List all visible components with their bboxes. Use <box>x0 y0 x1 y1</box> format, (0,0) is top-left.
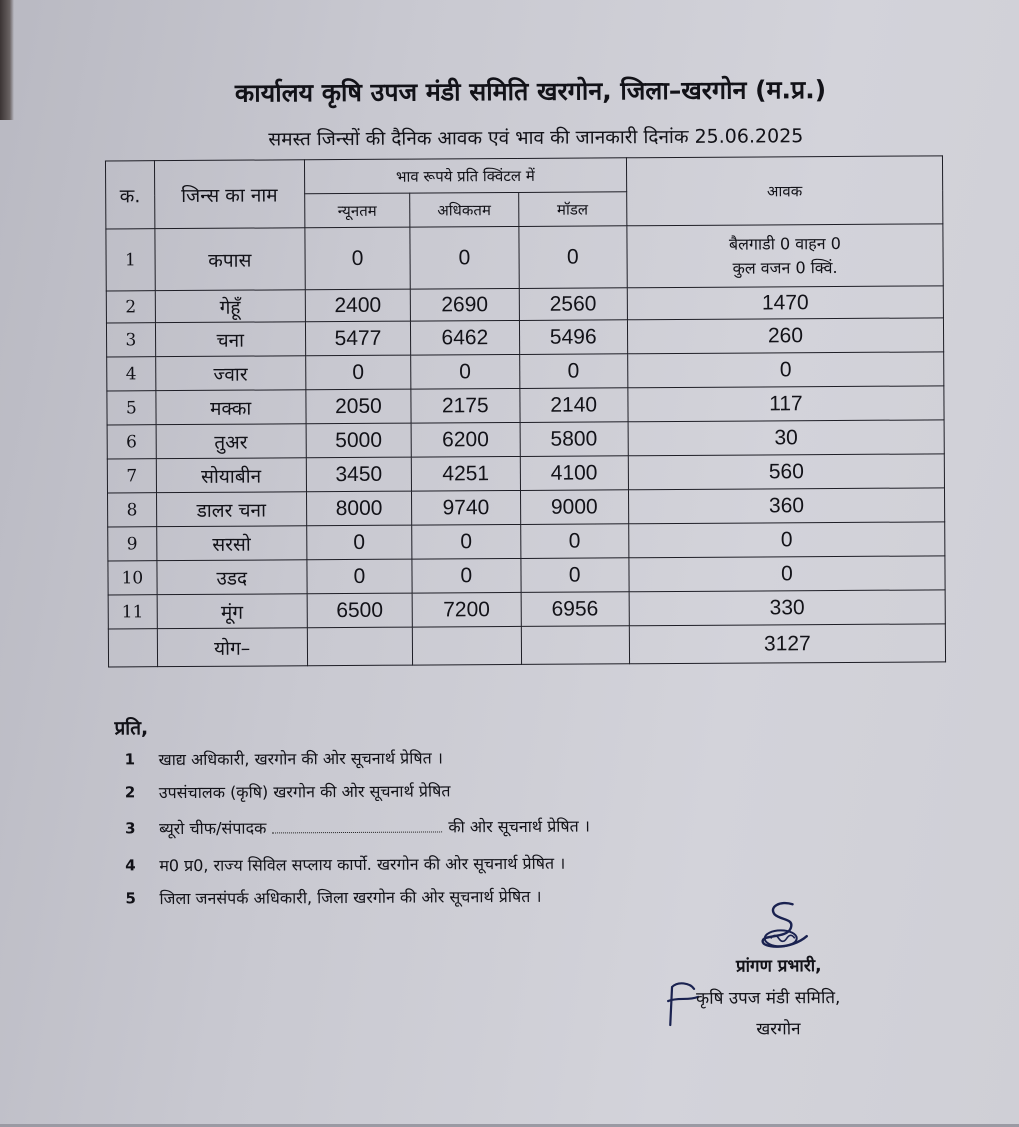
distribution-list <box>125 739 746 915</box>
row-modal: 0 <box>520 524 629 559</box>
table-row <box>106 224 943 291</box>
list-item-text: म0 प्र0, राज्य सिविल सप्लाय कार्पो. खरगोन की ओर सूचनार्थ प्रेषित । <box>159 853 566 875</box>
row-serial: 11 <box>108 595 157 629</box>
list-item <box>125 739 745 776</box>
total-empty-modal <box>521 626 630 665</box>
header-arrival: आवक <box>626 156 943 226</box>
row-modal: 5800 <box>520 422 629 457</box>
row-modal: 0 <box>519 354 628 389</box>
row-commodity: ज्वार <box>155 356 305 391</box>
signatory-place: खरगोन <box>756 1019 801 1040</box>
row-serial: 6 <box>107 425 156 459</box>
row-arrival: 1470 <box>627 286 943 320</box>
table-row <box>106 318 943 357</box>
row-modal: 5496 <box>519 320 628 355</box>
row-serial: 10 <box>108 561 157 595</box>
row-commodity: कपास <box>155 228 305 291</box>
office-heading: कार्यालय कृषि उपज मंडी समिति खरगोन, जिला–खरगोन (म.प्र.) <box>234 75 827 108</box>
row-serial: 2 <box>106 291 155 323</box>
report-subtitle: समस्त जिन्सों की दैनिक आवक एवं भाव की जानकारी दिनांक 25.06.2025 <box>268 125 804 151</box>
table-row <box>107 420 944 459</box>
row-arrival: 360 <box>628 488 944 524</box>
list-item-number: 4 <box>125 855 136 874</box>
row-arrival <box>627 224 944 288</box>
arrival-line-2: कुल वजन 0 क्विं. <box>732 257 838 278</box>
row-modal: 0 <box>520 558 629 593</box>
table-row <box>107 454 944 493</box>
row-arrival: 0 <box>628 352 944 388</box>
row-max: 6200 <box>411 422 520 457</box>
header-price-group: भाव रूपये प्रति क्विंटल में <box>304 158 626 194</box>
arrival-line-1: बैलगाडी 0 वाहन 0 <box>728 233 841 254</box>
row-commodity: गेहूँ <box>155 290 305 323</box>
table-row <box>106 286 943 323</box>
row-min: 3450 <box>306 457 412 492</box>
row-serial: 5 <box>107 391 156 425</box>
table-row <box>108 522 945 561</box>
list-item-number: 1 <box>124 749 136 768</box>
row-min: 2050 <box>306 389 412 424</box>
table-row <box>108 556 945 595</box>
row-min: 0 <box>306 525 412 560</box>
row-modal: 6956 <box>521 592 630 627</box>
signature-block <box>645 898 906 1040</box>
total-row <box>108 624 945 667</box>
signatory-office: कृषि उपज मंडी समिति, <box>696 987 841 1009</box>
total-label: योग– <box>157 628 307 667</box>
row-min: 0 <box>305 355 411 390</box>
header-min: न्यूनतम <box>304 193 410 228</box>
list-item <box>125 805 745 849</box>
list-item <box>125 772 745 809</box>
row-modal: 9000 <box>520 490 629 525</box>
table-row <box>108 590 945 629</box>
row-serial: 3 <box>106 323 155 357</box>
row-serial: 1 <box>106 229 155 291</box>
list-item <box>125 845 745 882</box>
list-item-text: उपसंचालक (कृषि) खरगोन की ओर सूचनार्थ प्रेषित <box>158 780 451 802</box>
rates-table <box>105 155 946 667</box>
table-row <box>107 352 944 391</box>
row-min: 0 <box>307 559 413 594</box>
total-arrival: 3127 <box>629 624 945 664</box>
signatory-designation: प्रांगण प्रभारी, <box>735 956 822 977</box>
row-min: 0 <box>305 227 411 290</box>
row-max: 0 <box>412 524 521 559</box>
row-max: 2690 <box>410 288 519 321</box>
row-modal: 2140 <box>519 388 628 423</box>
total-empty-max <box>412 626 521 665</box>
header-modal: मॉडल <box>518 192 627 227</box>
row-arrival: 30 <box>628 420 944 456</box>
table-header-row <box>105 156 942 195</box>
header-max: अधिकतम <box>410 192 519 227</box>
row-max: 7200 <box>412 592 521 627</box>
distribution-heading: प्रति, <box>114 717 149 740</box>
row-max: 0 <box>410 226 519 289</box>
row-max: 2175 <box>411 388 520 423</box>
row-commodity: सोयाबीन <box>156 458 306 493</box>
row-max: 0 <box>412 558 521 593</box>
row-min: 2400 <box>305 289 411 322</box>
table-row <box>108 488 945 527</box>
row-modal: 2560 <box>519 288 628 321</box>
row-commodity: चना <box>155 322 305 357</box>
row-serial: 7 <box>107 459 156 493</box>
header-serial: क. <box>105 161 154 229</box>
table-row <box>107 386 944 425</box>
row-serial: 9 <box>108 527 157 561</box>
row-arrival: 0 <box>629 522 945 558</box>
row-max: 9740 <box>412 490 521 525</box>
row-modal: 0 <box>518 226 627 289</box>
row-commodity: डालर चना <box>156 492 306 527</box>
list-item-text: जिला जनसंपर्क अधिकारी, जिला खरगोन की ओर सूचनार्थ प्रेषित । <box>159 886 542 908</box>
row-min: 6500 <box>307 593 413 628</box>
row-commodity: तुअर <box>156 424 306 459</box>
row-serial: 8 <box>108 493 157 527</box>
row-arrival: 330 <box>629 590 945 626</box>
list-item-text: खाद्य अधिकारी, खरगोन की ओर सूचनार्थ प्रेषित । <box>158 747 443 769</box>
list-item-number: 2 <box>124 782 136 801</box>
row-min: 5000 <box>306 423 412 458</box>
row-commodity: मक्का <box>156 390 306 425</box>
list-item-number: 3 <box>124 819 136 838</box>
row-modal: 4100 <box>520 456 629 491</box>
row-arrival: 260 <box>627 318 943 354</box>
row-min: 8000 <box>306 491 412 526</box>
total-empty-min <box>307 627 413 666</box>
row-max: 6462 <box>411 320 520 355</box>
row-commodity: मूंग <box>157 594 307 629</box>
row-arrival: 560 <box>628 454 944 490</box>
list-item-text-before: ब्यूरो चीफ/संपादक <box>158 818 267 839</box>
row-arrival: 0 <box>629 556 945 592</box>
row-max: 0 <box>411 354 520 389</box>
row-commodity: उडद <box>157 560 307 595</box>
row-commodity: सरसो <box>156 526 306 561</box>
row-min: 5477 <box>305 321 411 356</box>
row-max: 4251 <box>411 456 520 491</box>
header-commodity: जिन्स का नाम <box>154 160 304 229</box>
list-item-text-after: की ओर सूचनार्थ प्रेषित । <box>448 816 590 837</box>
blank-dotted-line <box>272 821 442 833</box>
row-serial: 4 <box>107 357 156 391</box>
row-arrival: 117 <box>628 386 944 422</box>
total-empty-serial <box>108 629 157 667</box>
list-item-number: 5 <box>125 888 136 907</box>
handwritten-signature <box>750 898 820 956</box>
